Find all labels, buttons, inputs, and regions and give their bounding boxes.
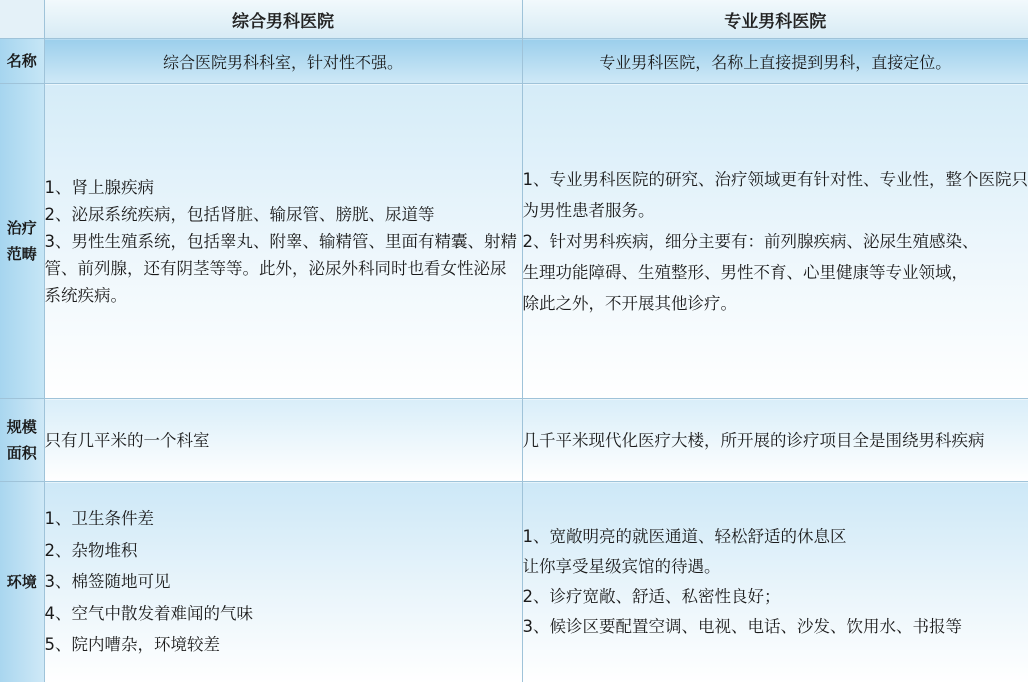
list-item: 1、卫生条件差 bbox=[45, 503, 522, 535]
header-row bbox=[0, 0, 1028, 39]
list-item: 生理功能障碍、生殖整形、男性不育、心里健康等专业领域， bbox=[523, 257, 1028, 288]
header-general-hospital: 综合男科医院 bbox=[44, 0, 522, 39]
list-item: 1、肾上腺疾病 bbox=[45, 174, 522, 201]
list-item: 3、候诊区要配置空调、电视、电话、沙发、饮用水、书报等 bbox=[523, 612, 1028, 642]
scope-general-cell bbox=[44, 84, 522, 399]
list-item: 2、针对男科疾病，细分主要有：前列腺疾病、泌尿生殖感染、 bbox=[523, 226, 1028, 257]
scope-specialized-cell bbox=[522, 84, 1028, 399]
row-label-line: 环境 bbox=[0, 569, 44, 595]
row-label-line: 面积 bbox=[0, 440, 44, 466]
list-item: 1、宽敞明亮的就医通道、轻松舒适的休息区 bbox=[523, 522, 1028, 552]
size-specialized-text: 几千平米现代化医疗大楼，所开展的诊疗项目全是围绕男科疾病 bbox=[523, 427, 1028, 454]
list-item: 让你享受星级宾馆的待遇。 bbox=[523, 552, 1028, 582]
row-name bbox=[0, 39, 1028, 84]
size-specialized-cell bbox=[522, 399, 1028, 482]
list-item: 4、空气中散发着难闻的气味 bbox=[45, 598, 522, 630]
row-label-line: 名称 bbox=[0, 48, 44, 74]
row-treatment-scope bbox=[0, 84, 1028, 399]
row-label-environment bbox=[0, 482, 44, 682]
environment-general-text bbox=[45, 503, 522, 661]
name-general-cell: 综合医院男科科室，针对性不强。 bbox=[44, 39, 522, 84]
corner-cell bbox=[0, 0, 44, 39]
list-item: 除此之外，不开展其他诊疗。 bbox=[523, 288, 1028, 319]
list-item: 3、棉签随地可见 bbox=[45, 566, 522, 598]
environment-specialized-cell bbox=[522, 482, 1028, 682]
environment-specialized-text bbox=[523, 522, 1028, 642]
size-general-cell bbox=[44, 399, 522, 482]
row-environment bbox=[0, 482, 1028, 682]
row-label-treatment-scope bbox=[0, 84, 44, 399]
row-label-line: 治疗 bbox=[0, 215, 44, 241]
row-label-line: 范畴 bbox=[0, 241, 44, 267]
scope-general-text bbox=[45, 174, 522, 309]
row-size-area bbox=[0, 399, 1028, 482]
scope-specialized-text bbox=[523, 164, 1028, 319]
list-item: 1、专业男科医院的研究、治疗领域更有针对性、专业性，整个医院只为男性患者服务。 bbox=[523, 164, 1028, 226]
environment-general-cell bbox=[44, 482, 522, 682]
row-label-line: 规模 bbox=[0, 414, 44, 440]
row-label-name bbox=[0, 39, 44, 84]
row-label-size-area bbox=[0, 399, 44, 482]
list-item: 2、诊疗宽敞、舒适、私密性良好； bbox=[523, 582, 1028, 612]
header-specialized-hospital: 专业男科医院 bbox=[522, 0, 1028, 39]
list-item: 2、杂物堆积 bbox=[45, 535, 522, 567]
name-specialized-cell: 专业男科医院，名称上直接提到男科，直接定位。 bbox=[522, 39, 1028, 84]
size-general-text: 只有几平米的一个科室 bbox=[45, 427, 522, 454]
list-item: 5、院内嘈杂，环境较差 bbox=[45, 629, 522, 661]
list-item: 3、男性生殖系统，包括睾丸、附睾、输精管、里面有精囊、射精管、前列腺，还有阴茎等等。此外，泌尿外科同时也看女性泌尿系统疾病。 bbox=[45, 228, 522, 309]
list-item: 2、泌尿系统疾病，包括肾脏、输尿管、膀胱、尿道等 bbox=[45, 201, 522, 228]
